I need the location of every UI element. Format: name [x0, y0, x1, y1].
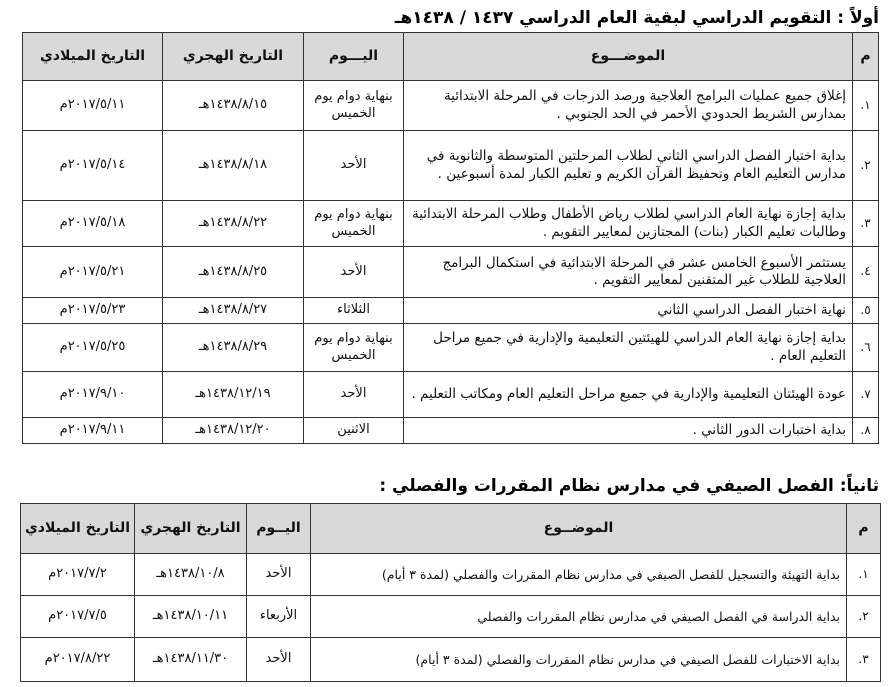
row-topic: يستثمر الأسبوع الخامس عشر في المرحلة الابتدائية في استكمال البرامج العلاجية للطلاب غير المتقنين لمعايير التقويم . — [404, 247, 853, 298]
row-topic: نهاية اختبار الفصل الدراسي الثاني — [404, 298, 853, 324]
table-row — [23, 81, 879, 131]
row-num: ٢. — [853, 131, 879, 201]
row-day: الأحد — [247, 554, 311, 596]
table-row — [21, 638, 881, 682]
row-day: الاثنين — [304, 418, 404, 444]
row-gregorian-date: ٢٠١٧/٥/٢٥م — [23, 324, 163, 372]
row-gregorian-date: ٢٠١٧/٥/١١م — [23, 81, 163, 131]
row-hijri-date: ١٤٣٨/١٢/٢٠هـ — [163, 418, 304, 444]
row-day: الأحد — [247, 638, 311, 682]
summer-semester-table — [20, 503, 881, 682]
row-hijri-date: ١٤٣٨/٨/١٨هـ — [163, 131, 304, 201]
row-hijri-date: ١٤٣٨/٨/٢٢هـ — [163, 201, 304, 247]
row-gregorian-date: ٢٠١٧/٧/٥م — [21, 596, 135, 638]
row-topic: بداية التهيئة والتسجيل للفصل الصيفي في مدارس نظام المقررات والفصلي (لمدة ٣ أيام) — [311, 554, 847, 596]
table-row — [21, 596, 881, 638]
row-topic: عودة الهيئتان التعليمية والإدارية في جميع مراحل التعليم العام ومكاتب التعليم . — [404, 372, 853, 418]
section-1-title: أولاً : التقويم الدراسي لبقية العام الدراسي ١٤٣٧ / ١٤٣٨هـ — [394, 8, 879, 28]
row-num: ١. — [853, 81, 879, 131]
row-gregorian-date: ٢٠١٧/٥/٢١م — [23, 247, 163, 298]
row-gregorian-date: ٢٠١٧/٧/٢م — [21, 554, 135, 596]
row-num: ٦. — [853, 324, 879, 372]
row-num: ٥. — [853, 298, 879, 324]
row-gregorian-date: ٢٠١٧/٥/١٤م — [23, 131, 163, 201]
header-num: م — [853, 33, 879, 81]
table-header-row — [21, 504, 881, 554]
row-gregorian-date: ٢٠١٧/٥/١٨م — [23, 201, 163, 247]
table-row — [23, 298, 879, 324]
row-num: ٣. — [853, 201, 879, 247]
row-topic: بداية إجازة نهاية العام الدراسي لطلاب رياض الأطفال وطلاب المرحلة الابتدائية وطالبات تعليم الكبار (بنات) المجتازين لمعايير التقويم . — [404, 201, 853, 247]
table-row — [23, 131, 879, 201]
header-hijri-date: التاريخ الهجري — [135, 504, 247, 554]
row-num: ٢. — [847, 596, 881, 638]
header-day: اليــوم — [247, 504, 311, 554]
row-gregorian-date: ٢٠١٧/٩/١٠م — [23, 372, 163, 418]
row-hijri-date: ١٤٣٨/٨/١٥هـ — [163, 81, 304, 131]
table-row — [23, 418, 879, 444]
header-topic: الموضــوع — [311, 504, 847, 554]
header-gregorian-date: التاريخ الميلادي — [21, 504, 135, 554]
row-hijri-date: ١٤٣٨/٨/٢٩هـ — [163, 324, 304, 372]
row-topic: بداية الاختبارات للفصل الصيفي في مدارس نظام المقررات والفصلي (لمدة ٣ أيام) — [311, 638, 847, 682]
row-num: ٤. — [853, 247, 879, 298]
row-hijri-date: ١٤٣٨/١٢/١٩هـ — [163, 372, 304, 418]
row-day: بنهاية دوام يوم الخميس — [304, 81, 404, 131]
row-day: بنهاية دوام يوم الخميس — [304, 324, 404, 372]
row-hijri-date: ١٤٣٨/٨/٢٧هـ — [163, 298, 304, 324]
row-topic: بداية اختبار الفصل الدراسي الثاني لطلاب المرحلتين المتوسطة والثانوية في مدارس التعليم العام وتحفيظ القرآن الكريم و تعليم الكبار لمدة أسبوعين . — [404, 131, 853, 201]
header-num: م — [847, 504, 881, 554]
row-num: ٨. — [853, 418, 879, 444]
header-gregorian-date: التاريخ الميلادي — [23, 33, 163, 81]
row-gregorian-date: ٢٠١٧/٨/٢٢م — [21, 638, 135, 682]
row-topic: بداية اختبارات الدور الثاني . — [404, 418, 853, 444]
header-day: اليـــوم — [304, 33, 404, 81]
table-row — [23, 372, 879, 418]
row-day: الثلاثاء — [304, 298, 404, 324]
academic-calendar-table — [22, 32, 879, 444]
header-hijri-date: التاريخ الهجري — [163, 33, 304, 81]
row-gregorian-date: ٢٠١٧/٩/١١م — [23, 418, 163, 444]
row-day: الأربعاء — [247, 596, 311, 638]
header-topic: الموضـــوع — [404, 33, 853, 81]
row-day: الأحد — [304, 131, 404, 201]
row-day: الأحد — [304, 247, 404, 298]
row-hijri-date: ١٤٣٨/١٠/١١هـ — [135, 596, 247, 638]
table-row — [23, 201, 879, 247]
row-day: الأحد — [304, 372, 404, 418]
row-day: بنهاية دوام يوم الخميس — [304, 201, 404, 247]
table-row — [23, 324, 879, 372]
row-hijri-date: ١٤٣٨/١١/٣٠هـ — [135, 638, 247, 682]
row-num: ٣. — [847, 638, 881, 682]
row-hijri-date: ١٤٣٨/١٠/٨هـ — [135, 554, 247, 596]
row-gregorian-date: ٢٠١٧/٥/٢٣م — [23, 298, 163, 324]
row-hijri-date: ١٤٣٨/٨/٢٥هـ — [163, 247, 304, 298]
section-2-title: ثانياً: الفصل الصيفي في مدارس نظام المقررات والفصلي : — [379, 476, 879, 496]
row-topic: بداية الدراسة في الفصل الصيفي في مدارس نظام المقررات والفصلي — [311, 596, 847, 638]
table-row — [23, 247, 879, 298]
table-header-row — [23, 33, 879, 81]
row-num: ٧. — [853, 372, 879, 418]
row-topic: إغلاق جميع عمليات البرامج العلاجية ورصد الدرجات في المرحلة الابتدائية بمدارس الشريط الحدودي الأحمر في الحد الجنوبي . — [404, 81, 853, 131]
table-row — [21, 554, 881, 596]
row-topic: بداية إجازة نهاية العام الدراسي للهيئتين التعليمية والإدارية في جميع مراحل التعليم العام . — [404, 324, 853, 372]
row-num: ١. — [847, 554, 881, 596]
